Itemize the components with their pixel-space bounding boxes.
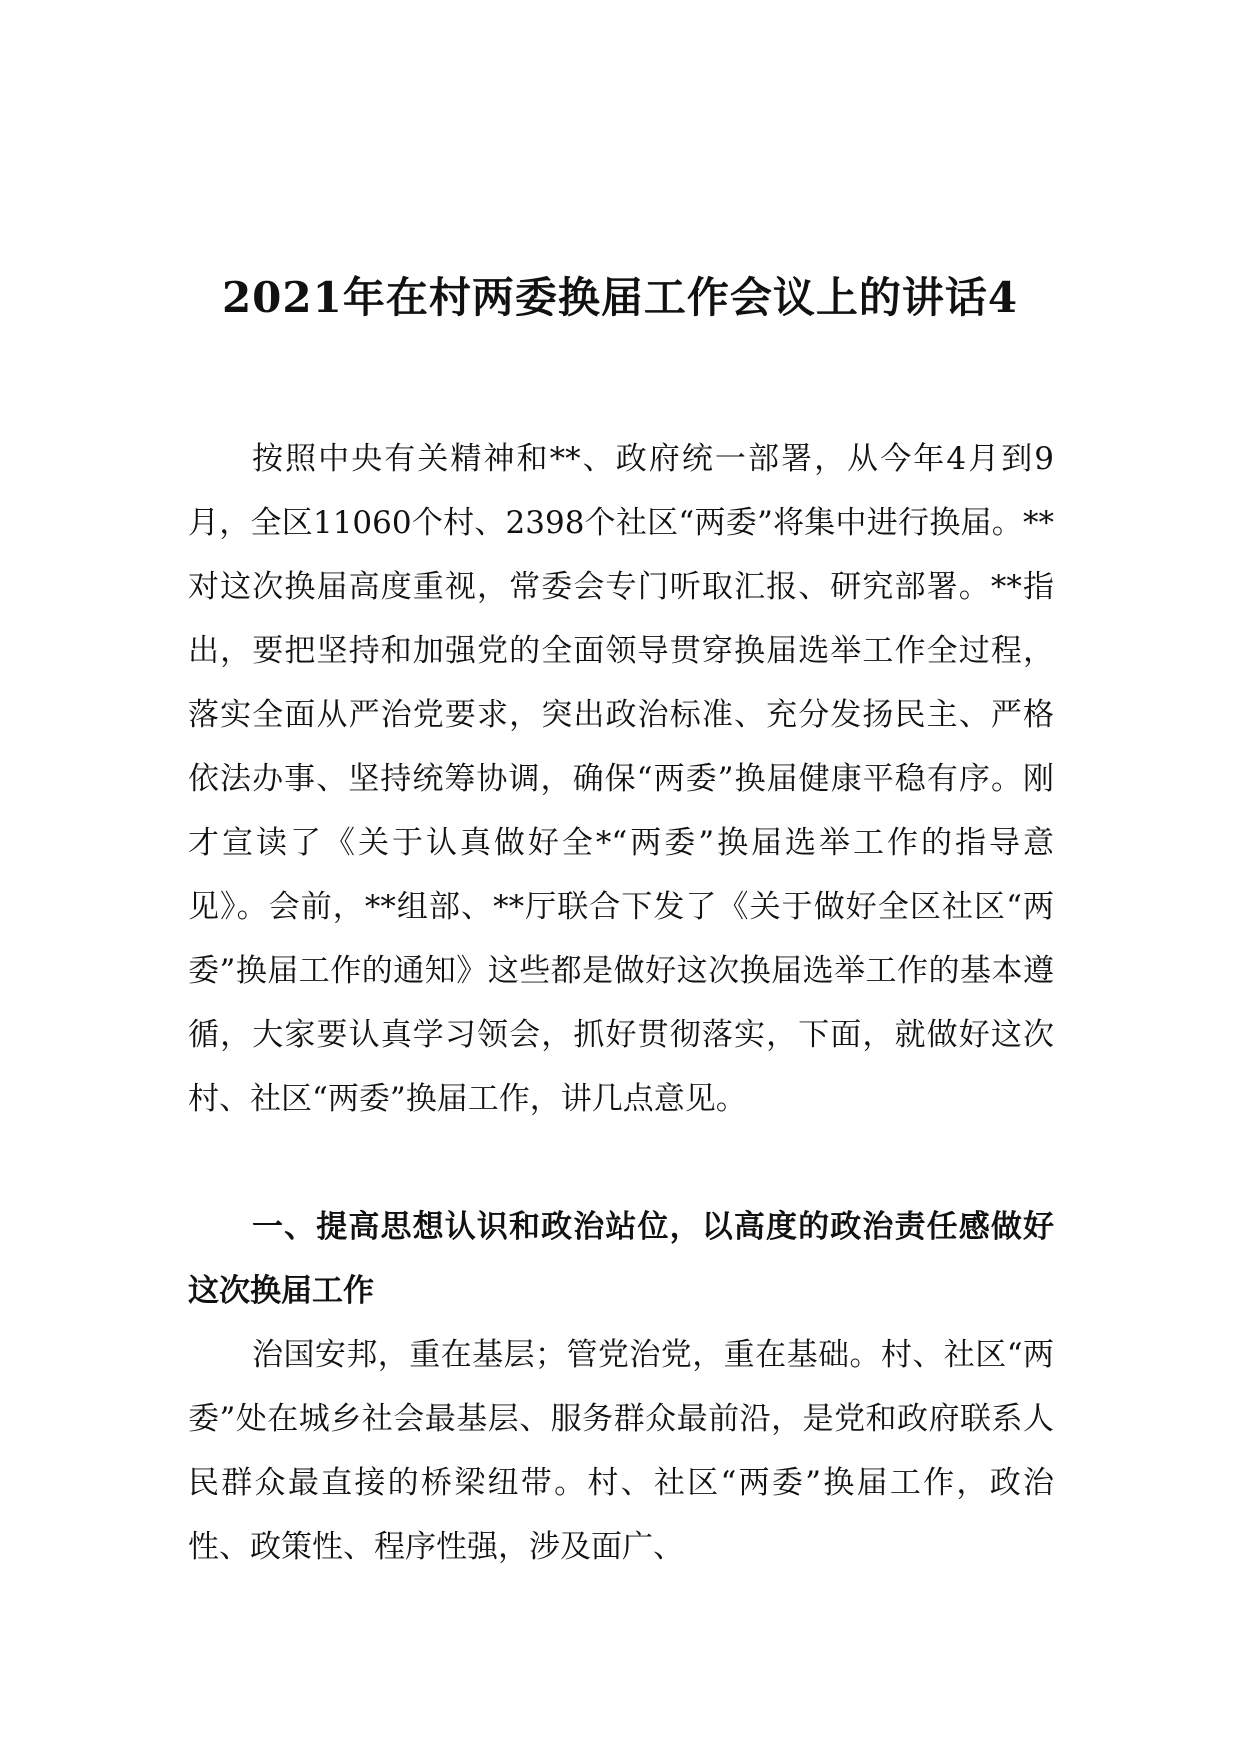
intro-paragraph: 按照中央有关精神和**、政府统一部署，从今年4月到9月，全区11060个村、2398个社区“两委”将集中进行换届。**对这次换届高度重视，常委会专门听取汇报、研究部署。**指出，要把坚持和加强党的全面领导贯穿换届选举工作全过程，落实全面从严治党要求，突出政治标准、充分发扬民主、严格依法办事、坚持统筹协调，确保“两委”换届健康平稳有序。刚才宣读了《关于认真做好全*“两委”换届选举工作的指导意见》。会前，**组部、**厅联合下发了《关于做好全区社区“两委”换届工作的通知》这些都是做好这次换届选举工作的基本遵循，大家要认真学习领会，抓好贯彻落实，下面，就做好这次村、社区“两委”换届工作，讲几点意见。 — [188, 441, 1054, 1117]
section-heading: 一、提高思想认识和政治站位，以高度的政治责任感做好这次换届工作 — [188, 1209, 1054, 1309]
section-paragraph: 治国安邦，重在基层；管党治党，重在基础。村、社区“两委”处在城乡社会最基层、服务群众最前沿，是党和政府联系人民群众最直接的桥梁纽带。村、社区“两委”换届工作，政治性、政策性、程序性强，涉及面广、 — [188, 1337, 1054, 1565]
document-title: 2021年在村两委换届工作会议上的讲话4 — [221, 273, 1019, 322]
